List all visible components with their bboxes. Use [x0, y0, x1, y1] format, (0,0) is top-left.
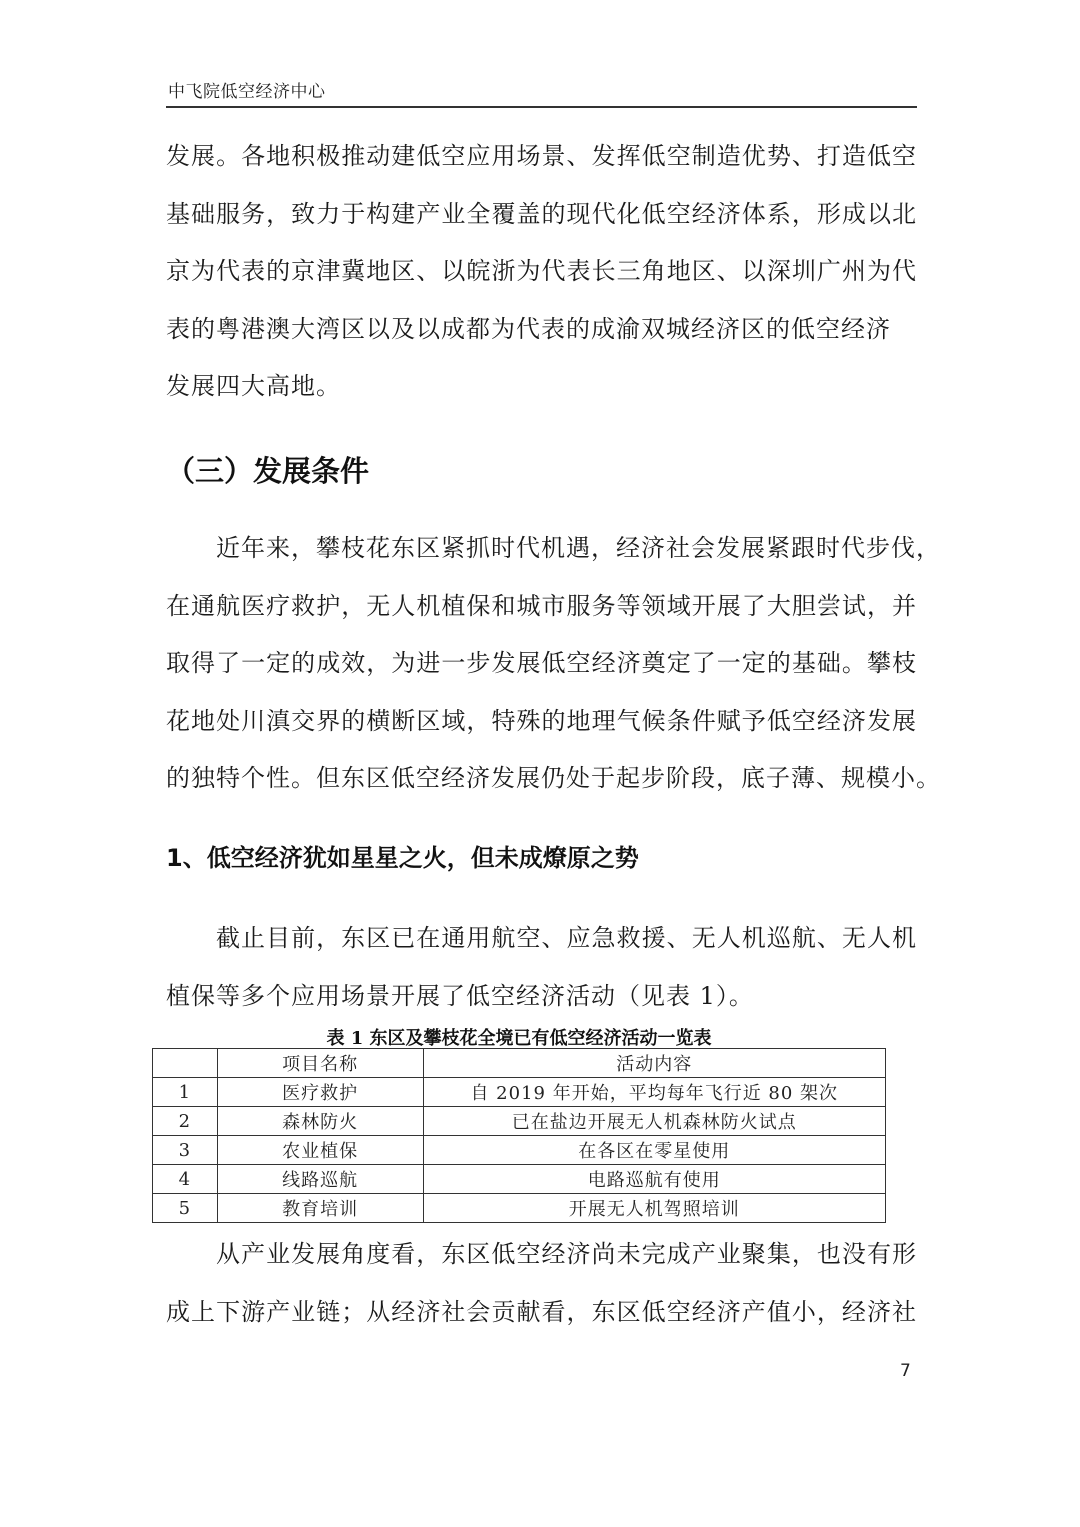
table-header-cell	[153, 1049, 218, 1078]
paragraph-line: 在通航医疗救护，无人机植保和城市服务等领域开展了大胆尝试，并	[166, 591, 917, 620]
table-caption: 表 1 东区及攀枝花全境已有低空经济活动一览表	[326, 1028, 712, 1049]
table-cell-number: 1	[153, 1078, 218, 1107]
table-cell-name: 线路巡航	[217, 1165, 423, 1194]
paragraph-line: 基础服务，致力于构建产业全覆盖的现代化低空经济体系，形成以北	[166, 199, 917, 228]
table-row	[153, 1165, 886, 1194]
table-row	[153, 1194, 886, 1223]
table-row	[153, 1078, 886, 1107]
table-cell-name: 森林防火	[217, 1107, 423, 1136]
table-header-cell: 项目名称	[217, 1049, 423, 1078]
table-cell-name: 农业植保	[217, 1136, 423, 1165]
table-cell-number: 2	[153, 1107, 218, 1136]
paragraph-line: 表的粤港澳大湾区以及以成都为代表的成渝双城经济区的低空经济	[166, 314, 891, 343]
paragraph-line: 发展。各地积极推动建低空应用场景、发挥低空制造优势、打造低空	[166, 142, 917, 170]
paragraph-line: 的独特个性。但东区低空经济发展仍处于起步阶段，底子薄、规模小。	[166, 764, 941, 792]
table-cell-content: 电路巡航有使用	[423, 1165, 885, 1194]
table-cell-content: 自 2019 年开始，平均每年飞行近 80 架次	[423, 1078, 885, 1107]
table-cell-content: 已在盐边开展无人机森林防火试点	[423, 1107, 885, 1136]
table-header-row	[153, 1049, 886, 1078]
table-header-cell: 活动内容	[423, 1049, 885, 1078]
table-cell-name: 教育培训	[217, 1194, 423, 1223]
paragraph-current-activities	[166, 910, 917, 1025]
paragraph-intro-continuation	[166, 128, 917, 416]
paragraph-line: 近年来，攀枝花东区紧抓时代机遇，经济社会发展紧跟时代步伐，	[216, 534, 941, 562]
table-cell-number: 5	[153, 1194, 218, 1223]
table-row	[153, 1107, 886, 1136]
paragraph-line: 植保等多个应用场景开展了低空经济活动（见表 1）。	[166, 981, 754, 1010]
table-cell-content: 开展无人机驾照培训	[423, 1194, 885, 1223]
activity-table	[152, 1048, 886, 1223]
paragraph-line: 取得了一定的成效，为进一步发展低空经济奠定了一定的基础。攀枝	[166, 649, 917, 677]
header-divider	[166, 106, 917, 108]
table-cell-number: 3	[153, 1136, 218, 1165]
paragraph-line: 发展四大高地。	[166, 372, 341, 400]
table-cell-content: 在各区在零星使用	[423, 1136, 885, 1165]
table-cell-name: 医疗救护	[217, 1078, 423, 1107]
subsection-title: 1、低空经济犹如星星之火，但未成燎原之势	[166, 844, 639, 872]
paragraph-industry-analysis	[166, 1226, 917, 1341]
paragraph-line: 从产业发展角度看，东区低空经济尚未完成产业聚集，也没有形	[216, 1240, 917, 1268]
paragraph-line: 花地处川滇交界的横断区域，特殊的地理气候条件赋予低空经济发展	[166, 706, 917, 735]
page-number: 7	[900, 1361, 911, 1381]
paragraph-line: 成上下游产业链；从经济社会贡献看，东区低空经济产值小，经济社	[166, 1297, 917, 1326]
paragraph-development-conditions	[166, 520, 941, 808]
paragraph-line: 截止目前，东区已在通用航空、应急救援、无人机巡航、无人机	[216, 924, 917, 952]
paragraph-line: 京为代表的京津冀地区、以皖浙为代表长三角地区、以深圳广州为代	[166, 257, 917, 285]
table-cell-number: 4	[153, 1165, 218, 1194]
section-title: （三）发展条件	[166, 454, 370, 488]
table-row	[153, 1136, 886, 1165]
header-title: 中飞院低空经济中心	[168, 82, 326, 102]
